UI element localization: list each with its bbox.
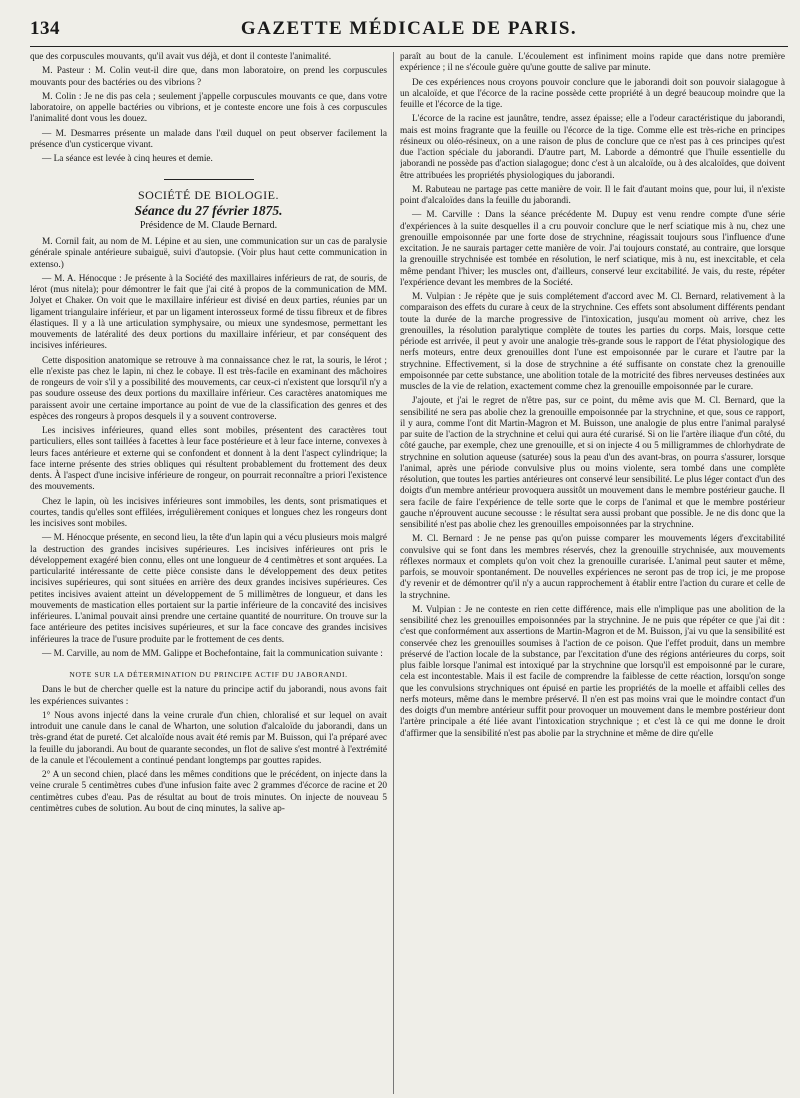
paragraph: Chez le lapin, où les incisives inférieures sont immobiles, les dents, sont prismatiques et courtes, tandis qu'elles sont effilées, irrégulièrement coniques et longues chez les rongeurs dont les incisives sont mobiles. — [30, 496, 387, 529]
paragraph: M. Cl. Bernard : Je ne pense pas qu'on puisse comparer les mouvements légers d'excitabilité convulsive qui se font dans les membres réservés, chez la grenouille strychnisée, aux mouvements réflexes normaux et complets qu'on voit chez la grenouille curarisée. L'animal peut sauter et même, parfois, se mouvoir spontanément. De nouvelles expériences ne seront pas de trop ici, je me propose d'y revenir et de démontrer qu'il n'y a aucun rapprochement à établir entre l'action du curare et celle de la strychnine. — [400, 534, 785, 601]
paragraph: — M. Carville : Dans la séance précédente M. Dupuy est venu rendre compte d'une série d'expériences à la suite desquelles il a cru pouvoir conclure que le nerf sciatique mis à nu, chez une grenouille empoisonnée par une forte dose de strychnine, réagissait toujours sous l'influence d'une excitation. Je ne saurais partager cette manière de voir. J'ai toujours constaté, au contraire, que lorsque la grenouille strychnisée est tombée en résolution, le nerf sciatique, mis à nu, est inexcitable, et cela même pendant l'hiver; les muscles ont, d'ailleurs, conservé leur excitabilité. Je vais, du reste, répéter l'expérience devant les membres de la Société. — [400, 210, 785, 288]
society-heading: SOCIÉTÉ DE BIOLOGIE. — [138, 188, 279, 203]
paragraph: M. Rabuteau ne partage pas cette manière de voir. Il le fait d'autant moins que, pour lui, il n'existe point d'alcaloïdes dans la feuille du jaborandi. — [400, 184, 785, 206]
paragraph: Dans le but de chercher quelle est la nature du principe actif du jaborandi, nous avons fait les expériences suivantes : — [30, 685, 387, 707]
page-header — [30, 12, 788, 47]
paragraph: L'écorce de la racine est jaunâtre, tendre, assez épaisse; elle a l'odeur caractéristique du jaborandi, mais est moins fragrante que la feuille ou l'écorce de la tige. Comme elle est très-riche en principes résineux ou oléo-résineux, on a une raison de plus de conclure que ce n'est pas à ces principes qu'est due l'action spéciale du jaborandi. D'autre part, M. Laborde a démontré que l'huile essentielle du jaborandi ne possède pas d'action sialagogue; donc c'est à un alcaloïde, ou à des alcaloïdes, que doivent être attribuées les propriétés physiologiques du jaborandi. — [400, 114, 785, 181]
paragraph: De ces expériences nous croyons pouvoir conclure que le jaborandi doit son pouvoir sialagogue à un alcaloïde, et que l'écorce de la racine possède cette propriété à un degré beaucoup moindre que la feuille et l'écorce de la tige. — [400, 77, 785, 110]
paragraph: que des corpuscules mouvants, qu'il avait vus déjà, et dont il conteste l'animalité. — [30, 52, 332, 62]
page-number: 134 — [30, 18, 60, 39]
paragraph: M. Vulpian : Je répète que je suis complétement d'accord avec M. Cl. Bernard, relativement à la comparaison des effets du curare à ceux de la strychnine. Ces effets sont absolument différents pendant toute la durée de la marche progressive de l'intoxication, jusqu'au moment où arrive, chez les grenouilles, la résolution paralytique complète de toutes les parties du corps. Mais, lorsque cette période est arrivée, il peut y avoir une analogie très-grande sous le rapport de l'état physiologique des nerfs moteurs, entre deux grenouilles dont l'une est empoisonnée par le curare et l'autre par la strychnine. Effectivement, si la dose de strychnine a été suffisante on constate chez la grenouille empoisonnée par cette substance, une abolition totale de la motricité des fibres nerveuses destinées aux muscles de la vie de relation, exactement comme chez la grenouille empoisonnée par le curare. — [400, 292, 785, 392]
running-title: GAZETTE MÉDICALE DE PARIS. — [240, 18, 578, 39]
paragraph: 1° Nous avons injecté dans la veine crurale d'un chien, chloralisé et sur lequel on avait introduit une canule dans le canal de Wharton, une solution d'alcaloïde du jaborandi, dans un très-grand état de pureté. Cet alcaloïde nous avait été remis par M. Buisson, qui l'a préparé avec la feuille du jaborandi. Au bout de quarante secondes, un flot de salive s'est montré à l'extrémité de la canule et l'écoulement a continué pendant longtemps par gouttes rapides. — [30, 710, 387, 766]
paragraph: — M. Carville, au nom de MM. Galippe et Bochefontaine, fait la communication suivante : — [42, 648, 383, 659]
paragraph: M. Pasteur : M. Colin veut-il dire que, dans mon laboratoire, on prend les corpuscules mouvants pour des bactéries ou des vibrions ? — [30, 66, 387, 88]
right-column — [400, 52, 785, 1094]
paragraph: M. Vulpian : Je ne conteste en rien cette différence, mais elle n'implique pas une abolition de la sensibilité chez les grenouilles empoisonnées par la strychnine. Je ne puis que répéter ce que j'ai dit : c'est que conformément aux assertions de Martin-Magron et de M. Buisson, j'ai vu que la sensibilité est conservée chez les grenouilles soumises à l'action de ce poison. Que l'effet produit, dans un membre préservé de l'action locale de la substance, par l'excitation d'une des régions antérieures du corps, soit plus faible lorsque l'animal est intoxiqué par la strychnine que lorsqu'il est empoisonné par le curare, cela est incontestable. Mais il est facile de comprendre la faiblesse de cette réaction, lorsqu'on songe que les convulsions strychniques ont épuisé en partie les propriétés de la moelle et affaibli celles des nerfs moteurs, même dans le membre préservé. Il n'en est pas moins vrai que le moindre contact d'un des doigts d'un membre antérieur suffit pour provoquer un mouvement dans le membre postérieur dont l'artère principale a été liée avant l'intoxication strychnique ; et c'est là ce qui me donne le droit d'affirmer que la sensibilité n'est pas abolie par la strychnine et même de dire qu'elle — [400, 604, 785, 739]
presidency-line: Présidence de M. Claude Bernard. — [139, 219, 278, 231]
paragraph: J'ajoute, et j'ai le regret de n'être pas, sur ce point, du même avis que M. Cl. Bernard, que la sensibilité ne sera pas abolie chez la grenouille empoisonnée par la strychnine, et que, sous ce rapport, il y aura, comme l'ont dit Martin-Magron et M. Buisson, une analogie de plus entre l'animal paralysé par suite de l'action de la strychnine et celui qui aura été curarisé. Si on lie l'artère iliaque d'un côté, du côté gauche, par exemple, chez une grenouille, et si on injecte 4 ou 5 milligrammes de chlorhydrate de strychnine en solution aqueuse (saturée) sous la peau d'un des avant-bras, on pourra s'assurer, lorsque l'animal, après une période convulsive plus ou moins violente, sera tombé dans une complète résolution, que toutes les parties antérieures ont conservé leur sensibilité. Le plus léger contact d'un des doigts d'un membre antérieur provoquera aussitôt un mouvement dans le membre postérieur gauche. Il sera facile de faire l'expérience de telle sorte que le corps de l'animal et que le membre postérieur gauche n'éprouvent aucune secousse : le résultat sera aussi probant que possible. Je ne dis donc que la sensibilité n'est pas abolie chez les grenouilles empoisonnées par la strychnine. — [400, 396, 785, 530]
note-title: NOTE SUR LA DÉTERMINATION DU PRINCIPE ACTIF DU JABORANDI. — [69, 670, 348, 679]
paragraph: Les incisives inférieures, quand elles sont mobiles, présentent des caractères tout particuliers, elles sont taillées à facettes à leur face postérieure et à leur face interne, convexes à leurs faces antérieure et externe qui se confondent et donnent à la dent l'aspect cylindrique; la face interne présente des stries obliques qui résultent probablement du frottement des deux dents. À l'aspect d'une incisive inférieure de rongeur, on pourrait reconnaître a priori l'existence des mouvements. — [30, 426, 387, 493]
paragraph: — M. Hénocque présente, en second lieu, la tête d'un lapin qui a vécu plusieurs mois malgré la destruction des grandes incisives supérieures. Les incisives inférieures ont pris le développement exagéré bien connu, elles ont une longueur de 4 centimètres et sont arquées. La particularité intéressante de cette pièce consiste dans le développement des deux petites incisives supérieures, qui sont situées en arrière des deux grandes incisives supérieures. Ces petites incisives avaient atteint un développement de 5 millimètres de longueur, et dans les mouvements de mastication elles portaient sur la partie inférieure de la concavité des incisives inférieures. L'animal pouvait ainsi prendre une certaine quantité de nourriture. On trouve sur la face antérieure des petites incisives supérieures, et sur la face concave des grandes incisives inférieures la trace de l'usure produite par le frottement de ces dents. — [30, 533, 387, 645]
column-divider — [393, 52, 394, 1094]
paragraph: — La séance est levée à cinq heures et demie. — [42, 154, 213, 164]
paragraph: M. Cornil fait, au nom de M. Lépine et au sien, une communication sur un cas de paralysie générale spinale antérieure subaiguë, suivi d'autopsie. (Voir plus haut cette communication in extenso.) — [30, 237, 387, 270]
paragraph: Cette disposition anatomique se retrouve à ma connaissance chez le rat, la souris, le lérot ; elle n'existe pas chez le lapin, ni chez le cobaye. Il est très-facile en examinant des mâchoires de rongeurs de voir s'il y a possibilité des mouvements, car ceux-ci n'existent que lorsqu'il n'y a pas soudure osseuse des deux portions du maxillaire inférieur. Ces caractères anatomiques me paraissent avoir une certaine importance au point de vue de la classification des genres et des espèces des rongeurs à propos desquels il y a souvent controverse. — [30, 355, 387, 422]
paragraph: — M. Desmarres présente un malade dans l'œil duquel on peut observer facilement la présence d'un cysticerque vivant. — [30, 128, 387, 150]
left-column — [30, 52, 387, 1094]
section-divider — [164, 179, 254, 180]
paragraph: — M. A. Hénocque : Je présente à la Société des maxillaires inférieurs de rat, de souris, de lérot (mus nitela); pour démontrer le fait que j'ai cité à propos de la communication de MM. Jolyet et Chaker. On voit que le maxillaire inférieur est divisé en deux parties, réunies par un ligament triangulaire inférieur, et par un ligament interosseux formé de tissu fibreux et de fibres élastiques. Il y a là une articulation symphysaire, ou mieux une syndesmose, permettant les mouvements de latéralité des deux portions du maxillaire inférieur, et par conséquent des incisives inférieures. — [30, 273, 387, 352]
session-heading: Séance du 27 février 1875. — [134, 202, 283, 218]
paragraph: paraît au bout de la canule. L'écoulement est infiniment moins rapide que dans notre première expérience ; il ne s'écoule guère qu'une goutte de salive par minute. — [400, 52, 785, 74]
paragraph: M. Colin : Je ne dis pas cela ; seulement j'appelle corpuscules mouvants ce que, dans votre laboratoire, on appelle bactéries ou vibrions, et je conteste encore une fois à ces corpuscules l'animalité dont vous les douez. — [30, 91, 387, 125]
paragraph: 2° A un second chien, placé dans les mêmes conditions que le précédent, on injecte dans la veine crurale 5 centimètres cubes d'une infusion faite avec 2 grammes d'écorce de racine et 20 centimètres cubes d'eau. Pas de résultat au bout de trois minutes. On injecte de nouveau 5 centimètres cubes de solution. Au bout de cinq minutes, la salive ap- — [30, 770, 387, 814]
